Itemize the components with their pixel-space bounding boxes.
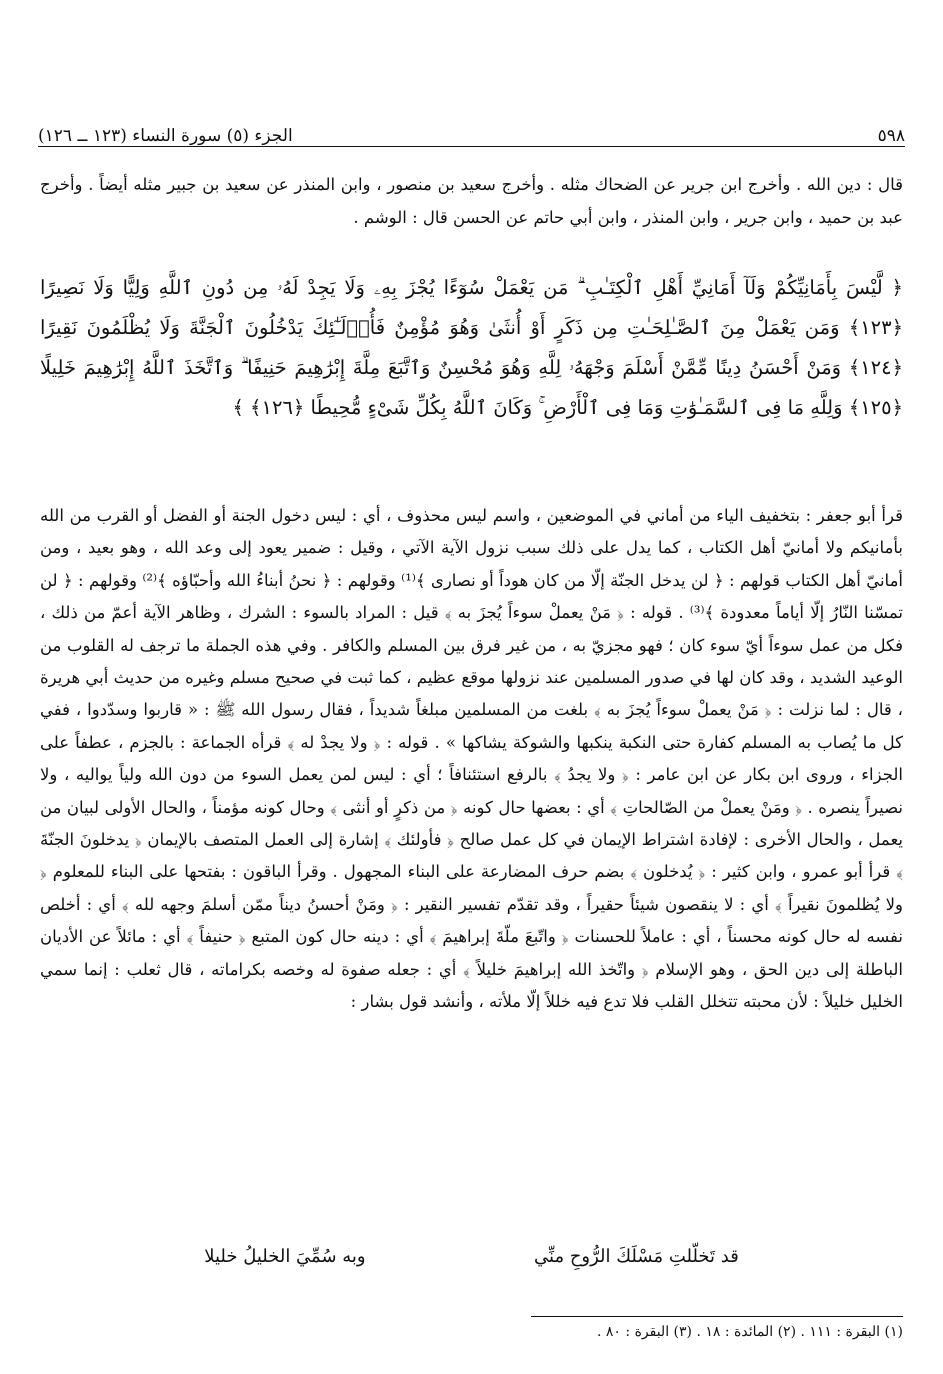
verse-second-hemistich: وبه سُمِّيَ الخليلُ خليلا xyxy=(204,1246,366,1267)
page-number: ٥٩٨ xyxy=(877,126,905,146)
commentary-body: قرأ أبو جعفر : بتخفيف الياء من أماني في الموضعين ، واسم ليس محذوف ، أي : ليس دخول الجنة أو الفضل أو القرب من الله بأمانيكم ولا أمانيّ أهل الكتاب ، كما يدل على ذلك سبب نزول الآية الآتي ، وقيل : ضمير يعود إلى وعد الله ، وهو بعيد ، ومن أمانيّ أهل الكتاب قولهم : ﴿ لن يدخل الجنّة إلّا من كان هوداً أو نصارى ﴾⁽¹⁾ وقولهم : ﴿ نحنُ أبناءُ الله وأحبّاؤه ﴾⁽²⁾ وقولهم : ﴿ لن تمسّنا النّارُ إلّا أياماً معدودة ﴾⁽³⁾ . قوله : ﴿ مَنْ يعملْ سوءاً يُجزَ به ﴾ قيل : المراد بالسوء : الشرك ، وظاهر الآية أعمّ من ذلك ، فكل من عمل سوءاً أيّ سوء كان ؛ فهو مجزيّ به ، من غير فرق بين المسلم والكافر . وفي هذه الجملة ما ترجف له القلوب من الوعيد الشديد ، وقد كان لها في صدور المسلمين عند نزولها موقع عظيم ، كما ثبت في صحيح مسلم وغيره من حديث أبي هريرة ، قال : لما نزلت : ﴿ مَنْ يعملْ سوءاً يُجزَ به ﴾ بلغت من المسلمين مبلغاً شديداً ، فقال رسول الله ﷺ : « قاربوا وسدّدوا ، ففي كل ما يُصاب به المسلم كفارة حتى النكبة ينكبها والشوكة يشاكها » . قوله : ﴿ ولا يجدْ له ﴾ قرأه الجماعة : بالجزم ، عطفاً على الجزاء ، وروى ابن بكار عن ابن عامر : ﴿ ولا يجدُ ﴾ بالرفع استئنافاً ؛ أي : ليس لمن يعمل السوء من دون الله ولياً يواليه ، ولا نصيراً ينصره . ﴿ ومَنْ يعملْ من الصّالحاتِ ﴾ أي : بعضها حال كونه ﴿ من ذكرٍ أو أنثى ﴾ وحال كونه مؤمناً ، والحال الأولى لبيان من يعمل ، والحال الأخرى : لإفادة اشتراط الإيمان في كل عمل صالح ﴿ فأولئك ﴾ إشارة إلى العمل المتصف بالإيمان ﴿ يدخلونَ الجنّةَ ﴾ قرأ أبو عمرو ، وابن كثير : ﴿ يُدخلون ﴾ بضم حرف المضارعة على البناء المجهول . وقرأ الباقون : بفتحها على البناء للمعلوم ﴿ ولا يُظلمونَ نقيراً ﴾ أي : لا ينقصون شيئاً حقيراً ، وقد تقدّم تفسير النقير : ﴿ ومَنْ أحسنُ ديناً ممّن أسلمَ وجهه لله ﴾ أي : أخلص نفسه له حال كونه محسناً ، أي : عاملاً للحسنات ﴿ واتّبعَ ملّةَ إبراهيمَ ﴾ أي : دينه حال كون المتبع ﴿ حنيفاً ﴾ أي : مائلاً عن الأديان الباطلة إلى دين الحق ، وهو الإسلام ﴿ واتّخذ الله إبراهيمَ خليلاً ﴾ أي : جعله صفوة له وخصه بكراماته ، قال ثعلب : إنما سمي الخليل خليلاً : لأن محبته تتخلل القلب فلا تدع فيه خللاً إلّا ملأته ، وأنشد قول بشار : xyxy=(40,506,903,1012)
running-title: الجزء (٥) سورة النساء (١٢٣ ــ ١٢٦) xyxy=(38,126,293,146)
poetry-verse xyxy=(120,1246,823,1267)
page-header xyxy=(38,112,905,146)
quran-verses-block: ﴿ لَّيْسَ بِأَمَانِيِّكُمْ وَلَآ أَمَانِيِّ أَهْلِ ٱلْكِتَـٰبِ ۗ مَن يَعْمَلْ سُوٓءًا يُجْزَ بِهِۦ وَلَا يَجِدْ لَهُۥ مِن دُونِ ٱللَّهِ وَلِيًّا وَلَا نَصِيرًا ﴿١٢٣﴾ وَمَن يَعْمَلْ مِنَ ٱلصَّـٰلِحَـٰتِ مِن ذَكَرٍ أَوْ أُنثَىٰ وَهُوَ مُؤْمِنٌ فَأُو۟لَـٰٓئِكَ يَدْخُلُونَ ٱلْجَنَّةَ وَلَا يُظْلَمُونَ نَقِيرًا ﴿١٢٤﴾ وَمَنْ أَحْسَنُ دِينًا مِّمَّنْ أَسْلَمَ وَجْهَهُۥ لِلَّهِ وَهُوَ مُحْسِنٌ وَٱتَّبَعَ مِلَّةَ إِبْرَٰهِيمَ حَنِيفًا ۗ وَٱتَّخَذَ ٱللَّهُ إِبْرَٰهِيمَ خَلِيلًا ﴿١٢٥﴾ وَلِلَّهِ مَا فِى ٱلسَّمَـٰوَٰتِ وَمَا فِى ٱلْأَرْضِ ۚ وَكَانَ ٱللَّهُ بِكُلِّ شَىْءٍ مُّحِيطًا ﴿١٢٦﴾ ﴾ xyxy=(40,276,903,419)
intro-paragraph: قال : دين الله . وأخرج ابن جرير عن الضحاك مثله . وأخرج سعيد بن منصور ، وابن المنذر عن سعيد بن جبير مثله أيضاً . وأخرج عبد بن حميد ، وابن جرير ، وابن المنذر ، وابن أبي حاتم عن الحسن قال : الوشم . xyxy=(40,175,903,227)
header-divider xyxy=(38,146,905,147)
footnotes: (١) البقرة : ١١١ . (٢) المائدة : ١٨ . (٣) البقرة : ٨٠ . xyxy=(597,1324,903,1340)
verse-first-hemistich: قد تَخلّلتِ مَسْلَكَ الرُّوحِ منِّي xyxy=(534,1246,739,1267)
footnote-divider xyxy=(531,1316,903,1317)
